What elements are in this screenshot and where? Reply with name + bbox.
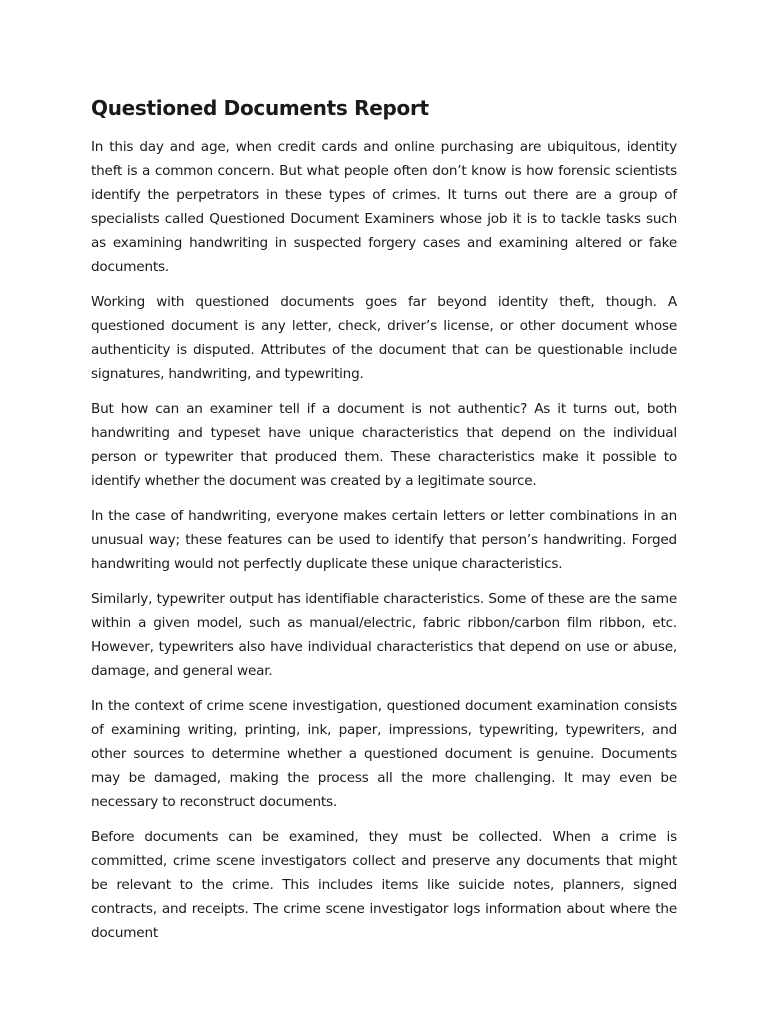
document-title: Questioned Documents Report bbox=[91, 96, 429, 120]
paragraph-handwriting: In the case of handwriting, everyone makes certain letters or letter combinations in an unusual way; these features can be used to identify that person’s handwriting. Forged handwriting would not perfectly duplicate these unique characteristics. bbox=[91, 508, 677, 572]
paragraph-identity-theft: In this day and age, when credit cards and online purchasing are ubiquitous, identity theft is a common concern. But what people often don’t know is how forensic scientists identify the perpetrators in these types of crimes. It turns out there are a group of specialists called Questioned Document Examiners whose job it is to tackle tasks such as examining handwriting in suspected forgery cases and examining altered or fake documents. bbox=[91, 139, 677, 275]
paragraph-questioned-documents: Working with questioned documents goes far beyond identity theft, though. A questioned document is any letter, check, driver’s license, or other document whose authenticity is disputed. Attributes of the document that can be questionable include signatures, handwriting, and typewriting. bbox=[91, 294, 677, 382]
paragraph-authenticity: But how can an examiner tell if a document is not authentic? As it turns out, both handwriting and typeset have unique characteristics that depend on the individual person or typewriter that produced them. These characteristics make it possible to identify whether the document was created by a legitimate source. bbox=[91, 401, 677, 489]
paragraph-collection: Before documents can be examined, they must be collected. When a crime is committed, crime scene investigators collect and preserve any documents that might be relevant to the crime. This includes items like suicide notes, planners, signed contracts, and receipts. The crime scene investigator logs information about where the document bbox=[91, 829, 677, 941]
paragraph-typewriter: Similarly, typewriter output has identifiable characteristics. Some of these are the same within a given model, such as manual/electric, fabric ribbon/carbon film ribbon, etc. However, typewriters also have individual characteristics that depend on use or abuse, damage, and general wear. bbox=[91, 591, 677, 679]
paragraph-crime-scene: In the context of crime scene investigation, questioned document examination consists of examining writing, printing, ink, paper, impressions, typewriting, typewriters, and other sources to determine whether a questioned document is genuine. Documents may be damaged, making the process all the more challenging. It may even be necessary to reconstruct documents. bbox=[91, 698, 677, 810]
document-body bbox=[91, 95, 677, 956]
